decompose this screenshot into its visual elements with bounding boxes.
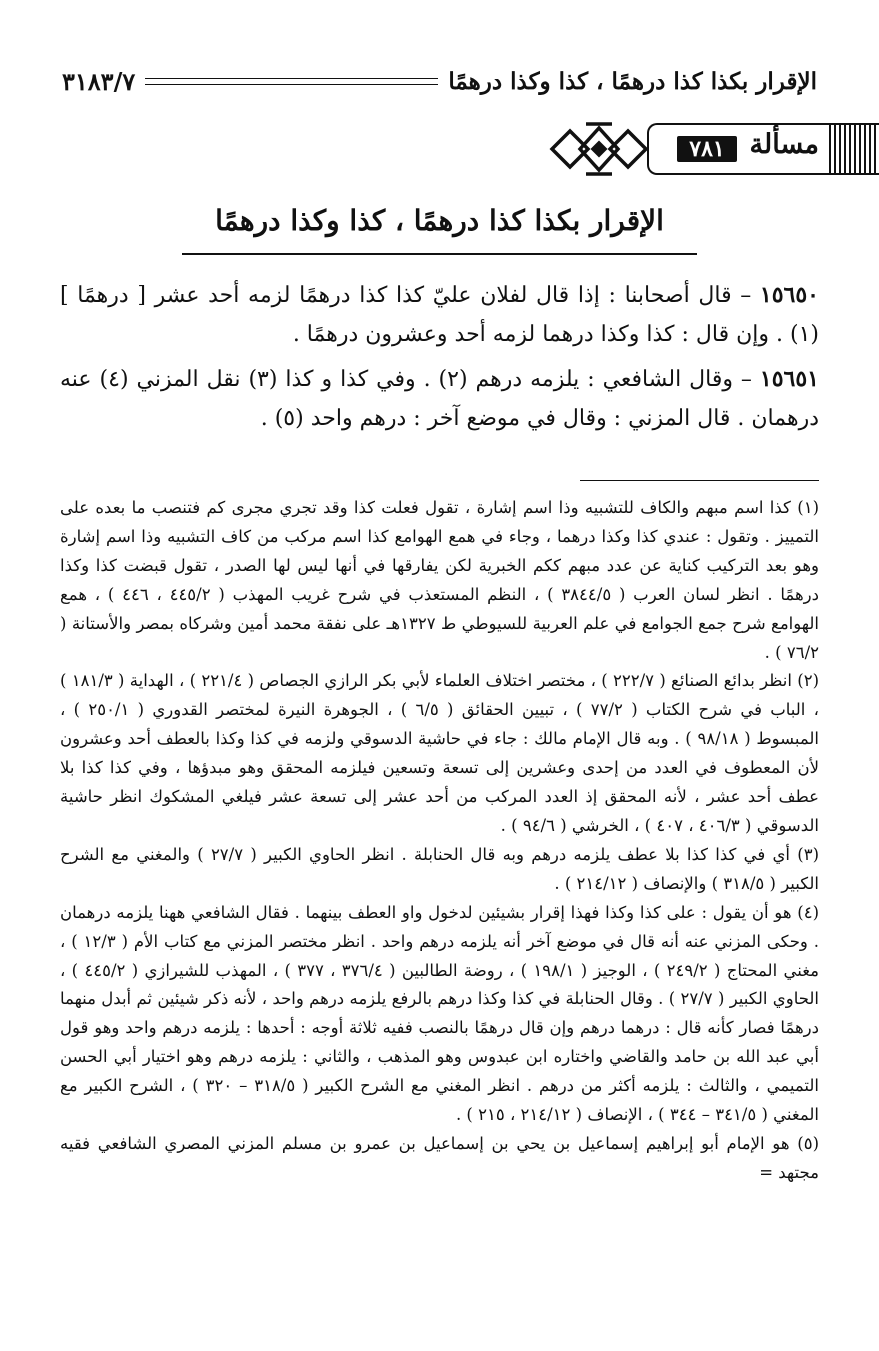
paragraph-number: ١٥٦٥٠ bbox=[759, 282, 819, 308]
footnote: (٥) هو الإمام أبو إبراهيم إسماعيل بن يحي بن إسماعيل بن عمرو بن مسلم المزني المصري الشافعي فقيه مجتهد = bbox=[60, 1133, 819, 1182]
footnote: (٤) هو أن يقول : على كذا وكذا فهذا إقرار بشيئين لدخول واو العطف بينهما . فقال الشافعي ههنا يلزمه درهمان . وحكى المزني عنه أنه قال في موضع آخر أنه يلزمه درهم واحد . انظر مختصر المزني مع كتاب الأم ( ١٢/٣ ) ، مغني المحتاج ( ٢٤٩/٢ ) ، الوجيز ( ١٩٨/١ ) ، روضة الطالبين ( ٣٧٦/٤ ، ٣٧٧ ) ، المهذب للشيرازي ( ٤٤٥/٢ ) ، الحاوي الكبير ( ٢٧/٧ ) . وقال الحنابلة في كذا وكذا درهم بالرفع يلزمه درهم واحد ، لأنه ذكر شيئين ثم أبدل منهما درهمًا فصار كأنه قال : درهما درهم وإن قال درهمًا بالنصب ففيه ثلاثة أوجه : أحدها : يلزمه درهم واحد وهو قول أبي عبد الله بن حامد والقاضي واختاره ابن عبدوس وهو المذهب ، والثاني : يلزمه درهم وهو اختيار أبي الحسن التميمي ، والثالث : يلزمه أكثر من درهم . انظر المغني مع الشرح الكبير ( ٣١٨/٥ – ٣٢٠ ) ، الشرح الكبير مع المغني ( ٣٤١/٥ – ٣٤٤ ) ، الإنصاف ( ٢١٤/١٢ ، ٢١٥ ) . bbox=[60, 902, 820, 1125]
header-rule bbox=[145, 78, 438, 85]
main-text bbox=[60, 276, 819, 444]
masala-banner bbox=[548, 118, 879, 180]
geometric-ornament-icon bbox=[548, 120, 650, 178]
paragraph bbox=[60, 276, 819, 354]
running-title: الإقرار بكذا كذا درهمًا ، كذا وكذا درهمًا bbox=[448, 67, 817, 95]
paragraph bbox=[60, 360, 819, 438]
striped-bar-decoration bbox=[829, 125, 879, 173]
footnote: (٢) انظر بدائع الصنائع ( ٢٢٢/٧ ) ، مختصر اختلاف العلماء لأبي بكر الرازي الجصاص ( ٢٢١/٤ ) ، الهداية ( ١٨١/٣ ) ، الباب في شرح الكتاب ( ٧٧/٢ ) ، تبيين الحقائق ( ٦/٥ ) ، الجوهرة النيرة لمختصر القدوري ( ٢٥٠/١ ) ، المبسوط ( ٩٨/١٨ ) . وبه قال الإمام مالك : جاء في حاشية الدسوقي ولزمه في كذا وكذا بالعطف أحد وعشرون لأن المعطوف في العدد من إحدى وعشرين إلى تسعة وتسعين فيلزمه المحقق وهو مبدؤها ، وفي كذا كذا بلا عطف أحد عشر ، لأنه المحقق إذ العدد المركب من أحد عشر إلى تسعة عشر فيلغي المشكوك انظر حاشية الدسوقي ( ٤٠٦/٣ ، ٤٠٧ ) ، الخرشي ( ٩٤/٦ ) . bbox=[60, 671, 820, 835]
page-number: ٣١٨٣/٧ bbox=[62, 66, 136, 96]
title-underline bbox=[182, 253, 697, 255]
footnote: (٣) أي في كذا كذا بلا عطف يلزمه درهم وبه قال الحنابلة . انظر الحاوي الكبير ( ٢٧/٧ ) والمغني مع الشرح الكبير ( ٣١٨/٥ ) والإنصاف ( ٢١٤/١٢ ) . bbox=[60, 844, 819, 893]
masala-label: مسألة bbox=[749, 129, 819, 160]
footnote-separator bbox=[580, 480, 819, 481]
footnotes bbox=[60, 494, 819, 1188]
running-header bbox=[62, 64, 817, 98]
footnote: (١) كذا اسم مبهم والكاف للتشبيه وذا اسم إشارة ، تقول فعلت كذا وقد تجري مجرى كم فتنصب ما بعده على التمييز . وتقول : عندي كذا وكذا درهما ، وجاء في همع الهوامع كذا اسم مركب من كاف التشبيه وذا اسم إشارة وهو بعد التركيب كناية عن عدد مبهم ككم الخبرية لكن يفارقها في أنها ليس لها الصدر ، تقول قبضت كذا وكذا درهمًا . انظر لسان العرب ( ٣٨٤٤/٥ ) ، النظم المستعذب في شرح غريب المهذب ( ٤٤٥/٢ ، ٤٤٦ ) ، همع الهوامع شرح جمع الجوامع في علم العربية للسيوطي ط ١٣٢٧هـ على نفقة محمد أمين وشركاه بمصر والأستانة ( ٧٦/٢ ) . bbox=[60, 498, 819, 662]
masala-box bbox=[647, 123, 879, 175]
paragraph-number: ١٥٦٥١ bbox=[759, 366, 819, 392]
paragraph-text: – وقال الشافعي : يلزمه درهم (٢) . وفي كذا و كذا (٣) نقل المزني (٤) عنه درهمان . قال المزني : وقال في موضع آخر : درهم واحد (٥) . bbox=[60, 367, 819, 431]
issue-title: الإقرار بكذا كذا درهمًا ، كذا وكذا درهمًا bbox=[215, 204, 664, 237]
masala-number-badge: ٧٨١ bbox=[677, 136, 737, 162]
paragraph-text: – قال أصحابنا : إذا قال لفلان عليّ كذا كذا درهمًا لزمه أحد عشر [ درهمًا ] (١) . وإن قال : كذا وكذا درهما لزمه أحد وعشرون درهمًا . bbox=[60, 283, 819, 347]
